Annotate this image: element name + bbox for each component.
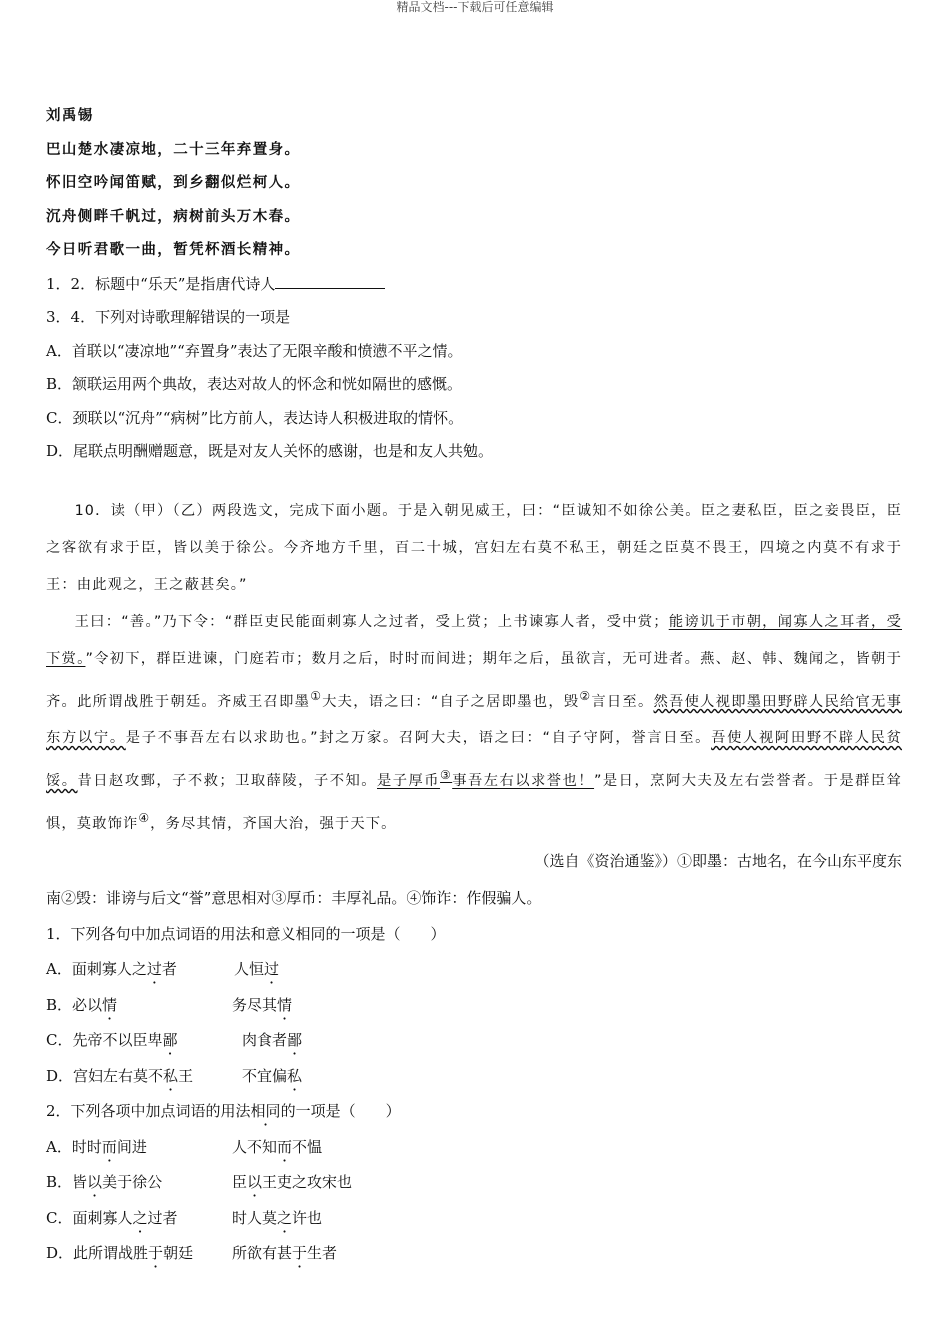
question-text: 的一项是（ ） [280, 1102, 401, 1121]
option-text: 不愠 [292, 1137, 323, 1156]
section-gap [46, 469, 902, 493]
footnote-marker: ④ [138, 811, 151, 826]
question-2-option-b [46, 1165, 902, 1201]
poem-option-d: D．尾联点明酬赠题意，既是对友人关怀的感谢，也是和友人共勉。 [46, 442, 494, 460]
poem-question-1 [46, 268, 902, 302]
passage-text: ”令初下，群臣进谏，门庭若市；数月之后，时时而间进；期年之后，虽欲言，无可进者。燕、赵、韩、魏闻之，皆朝于齐。此所谓战胜于朝廷。齐威王召即墨 [46, 650, 902, 710]
passage-paragraph-2 [46, 604, 902, 843]
option-text: 宫妇左右莫不 [73, 1066, 164, 1085]
poem-option-a: A．首联以“凄凉地”“弃置身”表达了无限辛酸和愤懑不平之情。 [46, 341, 463, 360]
question-text: 1．2．标题中“乐天”是指唐代诗人 [46, 274, 276, 293]
question-1-option-a [46, 952, 902, 988]
passage-text: 是子不事吾左右以求助也。”封之万家。召阿大夫，语之曰：“自子守阿，誉言日至。 [125, 730, 712, 747]
dotted-word: 过 [264, 960, 280, 979]
option-label: A． [46, 1137, 72, 1156]
option-text: 务尽其 [232, 995, 278, 1014]
option-text: 王 [178, 1066, 194, 1085]
poem-line: 今日听君歌一曲，暂凭杯酒长精神。 [46, 242, 301, 258]
poem-option-c: C．颈联以“沉舟”“病树”比方前人，表达诗人积极进取的情怀。 [46, 408, 464, 427]
dotted-word: 过 [146, 960, 162, 979]
passage-text: ”是日，烹阿大夫及左右尝誉者。于是群臣耸惧，莫敢饰诈 [46, 773, 903, 832]
footnote-marker: ② [579, 688, 592, 703]
option-text: 王吏之攻宋也 [262, 1173, 353, 1192]
option-text: 不宜偏 [242, 1066, 288, 1085]
footnote-marker: ③ [440, 768, 453, 783]
underlined-sentence: 能谤讥于市朝，闻寡人之耳者，受下赏。 [46, 613, 903, 667]
footnote-marker: ① [310, 688, 323, 703]
dotted-word: 私 [163, 1066, 179, 1085]
question-2-option-a [46, 1130, 902, 1166]
option-text: 必以 [72, 995, 103, 1014]
underlined-sentence: 是子厚币 [377, 773, 441, 790]
passage-text: ，务尽其情，齐国大治，强于天下。 [150, 815, 397, 832]
option-text: 面刺寡人之 [71, 960, 147, 979]
question-text: 2．下列各项中加点词语的用法 [46, 1102, 251, 1121]
poem-question-2: 3．4．下列对诗歌理解错误的一项是 [46, 308, 291, 326]
underlined-sentence: 事吾左右以求誉也！ [452, 773, 595, 790]
option-text: 人不知 [232, 1137, 278, 1156]
poem-line: 怀旧空吟闻笛赋，到乡翻似烂柯人。 [46, 175, 301, 191]
question-1-option-d [46, 1059, 902, 1095]
dotted-word: 而 [101, 1137, 117, 1156]
option-text: 时人莫 [232, 1208, 278, 1227]
dotted-word: 相同 [250, 1102, 281, 1121]
option-text: 过者 [147, 1208, 178, 1227]
option-text: 美于徐公 [102, 1173, 163, 1192]
poem-line: 巴山楚水凄凉地，二十三年弃置身。 [46, 141, 301, 158]
option-label: D． [46, 1066, 74, 1085]
poem-option-b: B．颔联运用两个典故，表达对故人的怀念和恍如隔世的感慨。 [46, 375, 463, 393]
option-text: 许也 [292, 1208, 323, 1227]
option-text: 者 [161, 960, 177, 979]
option-text: 面刺寡人 [72, 1208, 133, 1227]
wavy-underlined-sentence: 吾使人视阿田野不辟人民贫馁。 [46, 730, 903, 790]
option-text: 朝廷 [163, 1244, 194, 1263]
dotted-word: 之 [277, 1208, 293, 1227]
option-label: C． [46, 1031, 73, 1050]
passage-text: 大夫，语之曰：“自子之居即墨也，毁 [322, 693, 580, 710]
dotted-word: 私 [287, 1066, 303, 1085]
option-text: 间进 [116, 1137, 147, 1156]
dotted-word: 以 [87, 1173, 103, 1192]
dotted-word: 于 [292, 1244, 308, 1263]
question-1-stem: 1．下列各句中加点词语的用法和意义相同的一项是（ ） [46, 924, 446, 943]
poem-author: 刘禹锡 [46, 108, 94, 124]
option-label: B． [46, 1173, 73, 1192]
question-2-option-d [46, 1236, 902, 1272]
answer-blank[interactable] [275, 270, 385, 289]
wavy-underlined-sentence: 然吾使人视即墨田野辟人民给官无事东方以宁。 [46, 693, 902, 747]
option-text: 生者 [307, 1244, 338, 1263]
dotted-word: 而 [277, 1137, 293, 1156]
option-text: 此所谓战胜 [73, 1244, 149, 1263]
option-text: 先帝不以臣卑 [72, 1031, 163, 1050]
passage-notes: 南②毁：诽谤与后文“誉”意思相对③厚币：丰厚礼品。④饰诈：作假骗人。 [46, 888, 542, 907]
passage-text: 言日至。 [591, 693, 654, 710]
dotted-word: 鄙 [287, 1031, 303, 1050]
dotted-word: 之 [132, 1208, 148, 1227]
dotted-word: 情 [102, 995, 118, 1014]
passage-paragraph-1: 10．读（甲）（乙）两段选文，完成下面小题。于是入朝见威王，曰：“臣诚知不如徐公美。臣之妻私臣，臣之妾畏臣，臣之客欲有求于臣，皆以美于徐公。今齐地方千里，百二十城，宫妇左右莫不私王，朝廷之臣莫不畏王，四境之内莫不有求于王：由此观之，王之蔽甚矣。” [46, 502, 902, 593]
document-body [46, 100, 902, 1272]
option-text: 皆 [72, 1173, 88, 1192]
option-text: 臣 [232, 1173, 248, 1192]
option-label: D． [46, 1244, 74, 1263]
option-text: 肉食者 [242, 1031, 288, 1050]
option-text: 人恒 [234, 960, 265, 979]
passage-source: （选自《资治通鉴》）①即墨：古地名，在今山东平度东 [534, 851, 902, 870]
page-header: 精品文档---下载后可任意编辑 [396, 0, 554, 14]
question-1-option-b [46, 988, 902, 1024]
question-2-stem [46, 1094, 902, 1130]
question-1-option-c [46, 1023, 902, 1059]
option-label: A． [46, 960, 72, 979]
passage-text: 昔日赵攻鄄，子不救；卫取薛陵，子不知。 [77, 773, 377, 790]
poem-line: 沉舟侧畔千帆过，病树前头万木春。 [46, 208, 301, 225]
option-label: C． [46, 1208, 73, 1227]
dotted-word: 于 [148, 1244, 164, 1263]
option-text: 所欲有甚 [232, 1244, 293, 1263]
dotted-word: 情 [277, 995, 293, 1014]
option-label: B． [46, 995, 73, 1014]
question-2-option-c [46, 1201, 902, 1237]
option-text: 时时 [71, 1137, 102, 1156]
dotted-word: 以 [247, 1173, 263, 1192]
passage-text: 王曰：“善。”乃下令：“群臣吏民能面刺寡人之过者，受上赏；上书谏寡人者，受中赏； [74, 613, 669, 630]
dotted-word: 鄙 [162, 1031, 178, 1050]
